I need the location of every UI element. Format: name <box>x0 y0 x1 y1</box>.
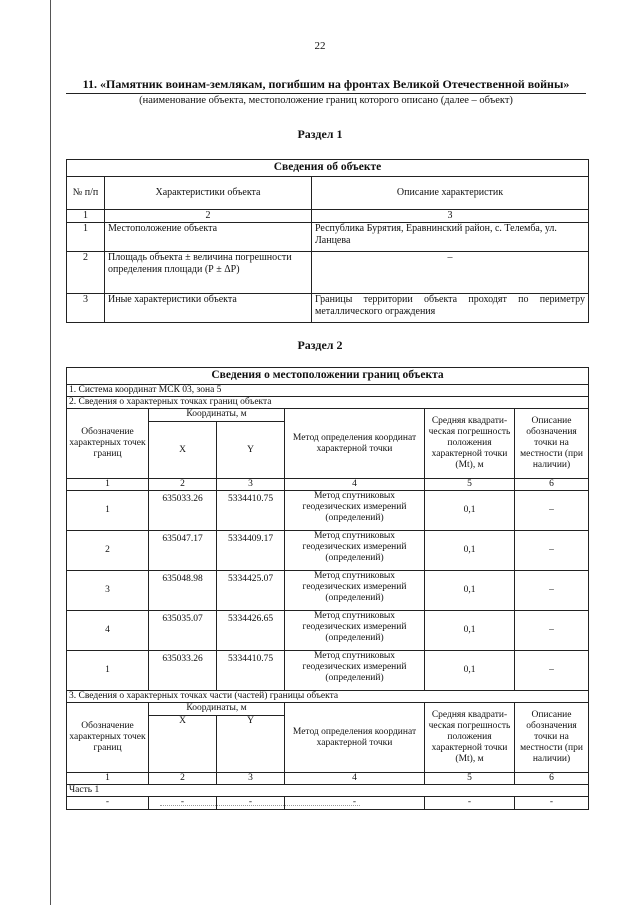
point-method: Метод спутниковых геодезических измерений (определений) <box>285 651 425 691</box>
point-y: 5334410.75 <box>217 491 285 531</box>
boundary-table <box>66 367 589 810</box>
row-number: 2 <box>67 252 105 294</box>
row-description: Границы территории объекта проходят по периметру металлического ограждения <box>312 294 589 323</box>
section-2-heading: Раздел 2 <box>297 338 343 352</box>
point-mt: 0,1 <box>425 651 515 691</box>
point-method: Метод спутниковых геодезических измерений (определений) <box>285 531 425 571</box>
point-description: – <box>515 571 589 611</box>
col-number: 1 <box>67 773 149 785</box>
table-row <box>67 252 589 294</box>
page-number: 22 <box>314 40 326 52</box>
header-designation: Обозначение характерных точек границ <box>67 409 149 479</box>
header-error: Средняя квадрати-ческая погрешность положения характерной точки (Mt), м <box>425 409 515 479</box>
object-info-table-title: Сведения об объекте <box>67 160 589 177</box>
part-header-method: Метод определения координат характерной точки <box>285 703 425 773</box>
col-number: 5 <box>425 479 515 491</box>
header-characteristic: Характеристики объекта <box>105 177 312 210</box>
row-characteristic: Местоположение объекта <box>105 223 312 252</box>
object-subtitle: (наименование объекта, местоположение границ которого описано (далее – объект) <box>139 95 513 106</box>
part-cell: - <box>285 797 425 810</box>
header-method: Метод определения координат характерной точки <box>285 409 425 479</box>
point-x: 635035.07 <box>149 611 217 651</box>
object-title: 11. «Памятник воинам-землякам, погибшим на фронтах Великой Отечественной войны» <box>66 77 586 94</box>
col-number: 4 <box>285 479 425 491</box>
part-header-error: Средняя квадрати-ческая погрешность положения характерной точки (Mt), м <box>425 703 515 773</box>
header-y: Y <box>217 422 285 479</box>
table-row <box>67 531 589 571</box>
point-y: 5334426.65 <box>217 611 285 651</box>
col-number: 5 <box>425 773 515 785</box>
point-description: – <box>515 531 589 571</box>
point-id: 1 <box>67 491 149 531</box>
col-number: 3 <box>217 479 285 491</box>
col-number: 3 <box>217 773 285 785</box>
section-1-heading: Раздел 1 <box>297 127 343 141</box>
point-method: Метод спутниковых геодезических измерений (определений) <box>285 571 425 611</box>
row-number: 1 <box>67 223 105 252</box>
part-cell: - <box>149 797 217 810</box>
boundary-table-title: Сведения о местоположении границ объекта <box>67 368 589 385</box>
part-points-section-title: 3. Сведения о характерных точках части (частей) границы объекта <box>67 691 589 703</box>
col-number: 3 <box>312 210 589 223</box>
point-method: Метод спутниковых геодезических измерений (определений) <box>285 611 425 651</box>
point-method: Метод спутниковых геодезических измерений (определений) <box>285 491 425 531</box>
point-description: – <box>515 611 589 651</box>
point-y: 5334409.17 <box>217 531 285 571</box>
point-mt: 0,1 <box>425 611 515 651</box>
table-row <box>67 651 589 691</box>
col-number: 6 <box>515 773 589 785</box>
col-number: 1 <box>67 210 105 223</box>
point-id: 1 <box>67 651 149 691</box>
point-y: 5334425.07 <box>217 571 285 611</box>
table-row <box>67 611 589 651</box>
row-description: – <box>312 252 589 294</box>
point-mt: 0,1 <box>425 571 515 611</box>
point-x: 635048.98 <box>149 571 217 611</box>
row-number: 3 <box>67 294 105 323</box>
col-number: 4 <box>285 773 425 785</box>
col-number: 2 <box>149 773 217 785</box>
part-cell: - <box>217 797 285 810</box>
col-number: 2 <box>149 479 217 491</box>
part-header-x: X <box>149 716 217 773</box>
table-row <box>67 797 589 810</box>
col-number: 6 <box>515 479 589 491</box>
part-cell: - <box>67 797 149 810</box>
part-header-y: Y <box>217 716 285 773</box>
header-x: X <box>149 422 217 479</box>
part-label: Часть 1 <box>67 785 589 797</box>
point-x: 635047.17 <box>149 531 217 571</box>
row-description: Республика Бурятия, Еравнинский район, с. Телемба, ул. Ланцева <box>312 223 589 252</box>
point-y: 5334410.75 <box>217 651 285 691</box>
points-section-title: 2. Сведения о характерных точках границ объекта <box>67 397 589 409</box>
point-x: 635033.26 <box>149 651 217 691</box>
point-id: 3 <box>67 571 149 611</box>
part-header-point-description: Описание обозначения точки на местности (при наличии) <box>515 703 589 773</box>
coord-system: 1. Система координат МСК 03, зона 5 <box>67 385 589 397</box>
part-cell: - <box>515 797 589 810</box>
header-number: № п/п <box>67 177 105 210</box>
point-description: – <box>515 651 589 691</box>
part-header-coords: Координаты, м <box>149 703 285 716</box>
header-point-description: Описание обозначения точки на местности (при наличии) <box>515 409 589 479</box>
part-cell: - <box>425 797 515 810</box>
part-header-designation: Обозначение характерных точек границ <box>67 703 149 773</box>
table-row <box>67 491 589 531</box>
header-coords: Координаты, м <box>149 409 285 422</box>
header-description: Описание характеристик <box>312 177 589 210</box>
table-row <box>67 571 589 611</box>
point-id: 2 <box>67 531 149 571</box>
point-mt: 0,1 <box>425 491 515 531</box>
table-row <box>67 223 589 252</box>
row-characteristic: Иные характеристики объекта <box>105 294 312 323</box>
col-number: 2 <box>105 210 312 223</box>
object-info-table <box>66 159 589 323</box>
col-number: 1 <box>67 479 149 491</box>
point-description: – <box>515 491 589 531</box>
point-id: 4 <box>67 611 149 651</box>
point-x: 635033.26 <box>149 491 217 531</box>
table-row <box>67 294 589 323</box>
scan-artifact-line <box>160 805 360 807</box>
point-mt: 0,1 <box>425 531 515 571</box>
row-characteristic: Площадь объекта ± величина погрешности определения площади (Р ± ΔР) <box>105 252 312 294</box>
